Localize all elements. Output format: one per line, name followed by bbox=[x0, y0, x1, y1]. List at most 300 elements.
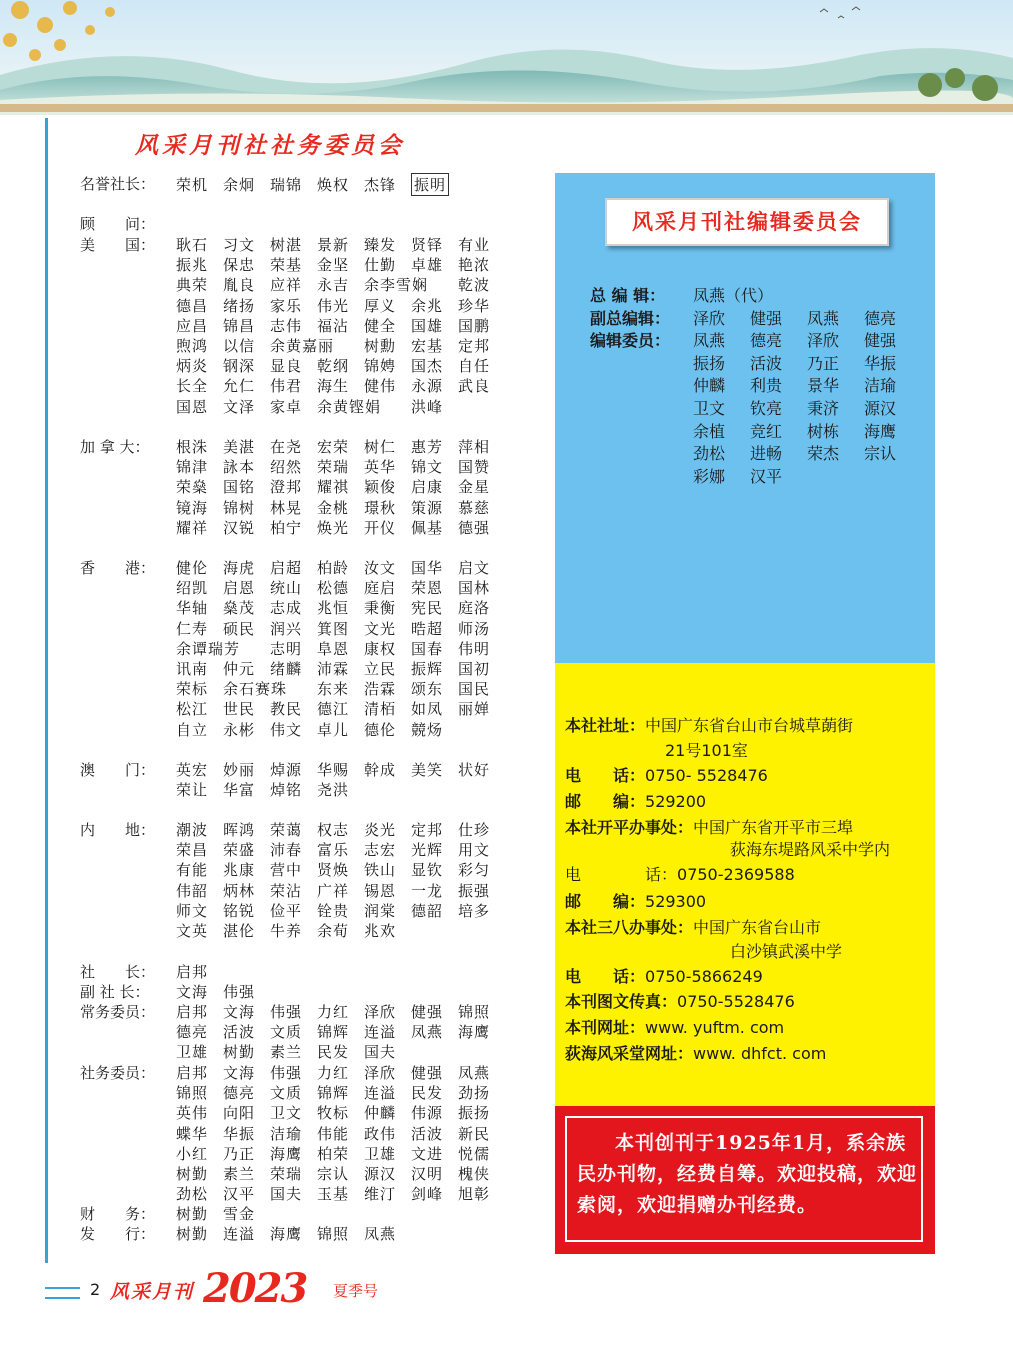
zip-label: 邮 编： bbox=[565, 792, 646, 811]
member-name: 树湛 bbox=[270, 236, 303, 254]
member-name: 焯铭 bbox=[270, 781, 303, 800]
member-name: 家乐 bbox=[270, 296, 303, 315]
member-name: 旭彰 bbox=[458, 1185, 491, 1204]
committee-name-row bbox=[176, 719, 458, 739]
kaiping-zip-label: 邮 编： bbox=[565, 892, 646, 911]
editor-name: 洁瑜 bbox=[864, 376, 897, 396]
member-name: 国夫 bbox=[364, 1043, 397, 1062]
member-name: 定邦 bbox=[411, 821, 444, 839]
footer-double-line bbox=[45, 1287, 80, 1299]
member-name: 金桃 bbox=[317, 498, 350, 517]
member-name: 应祥 bbox=[270, 276, 303, 295]
kaiping-phone-label: 电 话： bbox=[565, 865, 678, 884]
member-name: 庭启 bbox=[364, 579, 397, 598]
committee-name-row bbox=[176, 638, 505, 658]
member-name: 启邦 bbox=[176, 963, 209, 981]
member-name: 競炀 bbox=[411, 720, 444, 739]
issue-season: 夏季号 bbox=[333, 1282, 379, 1300]
committee-name-row bbox=[176, 981, 270, 1001]
member-name: 国鹏 bbox=[458, 316, 491, 335]
member-name: 洁瑜 bbox=[270, 1124, 303, 1143]
member-name: 余炯 bbox=[223, 176, 256, 194]
member-name: 应昌 bbox=[176, 316, 209, 335]
magazine-name: 风采月刊 bbox=[110, 1281, 195, 1303]
member-name: 华轴 bbox=[176, 599, 209, 618]
member-name: 一龙 bbox=[411, 881, 444, 900]
page-number: 2 bbox=[90, 1280, 101, 1299]
member-name: 教民 bbox=[270, 700, 303, 719]
member-name: 小红 bbox=[176, 1144, 209, 1163]
member-name: 妙丽 bbox=[223, 761, 256, 779]
committee-name-row bbox=[176, 1041, 411, 1061]
member-name: 厚义 bbox=[364, 296, 397, 315]
member-name: 东来 bbox=[317, 680, 350, 699]
member-name: 志宏 bbox=[364, 841, 397, 860]
sanba-office-line bbox=[565, 915, 821, 938]
editorial-committee-title: 风采月刊社编辑委员会 bbox=[605, 198, 889, 246]
member-name: 乾纲 bbox=[317, 357, 350, 376]
member-name: 晖鸿 bbox=[223, 821, 256, 839]
member-name: 国夫 bbox=[270, 1185, 303, 1204]
member-name: 凤燕 bbox=[364, 1225, 397, 1243]
member-name: 华赐 bbox=[317, 761, 350, 779]
editorial-names bbox=[693, 396, 921, 419]
member-name: 荣标 bbox=[176, 680, 209, 699]
member-name: 启恩 bbox=[223, 579, 256, 598]
member-name: 荣瑞 bbox=[270, 1165, 303, 1183]
member-name: 锦辉 bbox=[317, 1023, 350, 1042]
website-label: 本刊网址： bbox=[565, 1018, 646, 1037]
member-name: 汉锐 bbox=[223, 518, 256, 537]
member-name: 铭锐 bbox=[223, 901, 256, 920]
member-name: 海鹰 bbox=[270, 1144, 303, 1163]
member-name: 庭洛 bbox=[458, 599, 491, 618]
member-name: 英宏 bbox=[176, 761, 209, 779]
member-name: 启文 bbox=[458, 559, 491, 577]
committee-name-row bbox=[176, 517, 505, 537]
member-name: 荣沾 bbox=[270, 881, 303, 900]
member-name: 永吉 bbox=[317, 276, 350, 295]
committee-group-label: 澳 门： bbox=[80, 761, 156, 779]
member-name: 定邦 bbox=[458, 337, 491, 355]
member-name: 国民 bbox=[458, 680, 491, 699]
member-name: 凤燕 bbox=[411, 1023, 444, 1042]
member-name: 剑峰 bbox=[411, 1185, 444, 1204]
member-name: 树勳 bbox=[364, 337, 397, 355]
member-name: 余兆 bbox=[411, 296, 444, 315]
member-name: 启邦 bbox=[176, 1003, 209, 1021]
member-name: 颖俊 bbox=[364, 478, 397, 497]
member-name: 华振 bbox=[223, 1124, 256, 1143]
member-name: 政伟 bbox=[364, 1124, 397, 1143]
member-name: 幹成 bbox=[364, 761, 397, 779]
member-name: 伟明 bbox=[458, 639, 491, 658]
kaiping-office-value: 中国广东省开平市三埠 bbox=[693, 818, 854, 837]
editor-name: 乃正 bbox=[807, 353, 840, 373]
member-name: 颂东 bbox=[411, 680, 444, 699]
member-name: 卫文 bbox=[270, 1104, 303, 1123]
member-name: 宗认 bbox=[317, 1165, 350, 1183]
member-name: 活波 bbox=[223, 1023, 256, 1042]
committee-name-row bbox=[176, 497, 505, 517]
member-name: 策源 bbox=[411, 498, 444, 517]
member-name: 连溢 bbox=[223, 1225, 256, 1243]
member-name: 树仁 bbox=[364, 438, 397, 456]
member-name: 余荀 bbox=[317, 922, 350, 940]
member-name: 阜恩 bbox=[317, 639, 350, 658]
sanba-office-label: 本社三八办事处： bbox=[565, 918, 694, 937]
editorial-role-label: 编辑委员： bbox=[590, 331, 671, 351]
member-name: 耿石 bbox=[176, 236, 209, 254]
editorial-names bbox=[693, 419, 921, 442]
member-name: 泽欣 bbox=[364, 1003, 397, 1021]
member-name: 维汀 bbox=[364, 1185, 397, 1204]
member-name: 海生 bbox=[317, 377, 350, 396]
member-name: 振辉 bbox=[411, 660, 444, 678]
editor-name: 汉平 bbox=[750, 466, 783, 486]
member-name: 德伦 bbox=[364, 720, 397, 739]
member-name: 荣燊 bbox=[176, 478, 209, 497]
committee-name-row bbox=[176, 1183, 505, 1203]
committee-name-row bbox=[176, 1082, 505, 1102]
member-name: 柏龄 bbox=[317, 559, 350, 577]
member-name: 启超 bbox=[270, 559, 303, 577]
member-name: 伟君 bbox=[270, 377, 303, 396]
member-name: 雪金 bbox=[223, 1205, 256, 1223]
member-name: 培多 bbox=[458, 901, 491, 920]
committee-name-row bbox=[176, 880, 505, 900]
member-name: 民发 bbox=[317, 1043, 350, 1062]
member-name: 汉平 bbox=[223, 1185, 256, 1204]
member-name: 新民 bbox=[458, 1124, 491, 1143]
editor-name: 凤燕 bbox=[693, 331, 726, 351]
member-name: 师文 bbox=[176, 901, 209, 920]
member-name: 广祥 bbox=[317, 881, 350, 900]
member-name: 海鹰 bbox=[458, 1023, 491, 1042]
member-name: 耀祺 bbox=[317, 478, 350, 497]
committee-group-label: 副 社 长： bbox=[80, 983, 150, 1001]
editor-name: 秉济 bbox=[807, 399, 840, 418]
committee-name-row bbox=[176, 355, 505, 375]
committee-name-row bbox=[176, 254, 505, 274]
address-label: 本社社址： bbox=[565, 716, 646, 735]
committee-name-row bbox=[176, 920, 411, 940]
member-name: 柏荣 bbox=[317, 1144, 350, 1163]
member-name: 仕勤 bbox=[364, 256, 397, 275]
committee-name-row bbox=[176, 698, 505, 718]
member-name: 启康 bbox=[411, 478, 444, 497]
member-name: 健强 bbox=[411, 1003, 444, 1021]
editorial-names bbox=[693, 441, 921, 464]
sanba-office-value: 中国广东省台山市 bbox=[693, 918, 822, 937]
member-name: 启邦 bbox=[176, 1064, 209, 1082]
member-name: 秉衡 bbox=[364, 599, 397, 618]
zip-value: 529200 bbox=[645, 792, 707, 811]
member-name: 沛霖 bbox=[317, 660, 350, 678]
member-name: 蝶华 bbox=[176, 1124, 209, 1143]
member-name: 浩霖 bbox=[364, 680, 397, 699]
member-name: 健伦 bbox=[176, 559, 209, 577]
member-name: 海虎 bbox=[223, 559, 256, 577]
member-name: 炎光 bbox=[364, 821, 397, 839]
member-name: 源汉 bbox=[364, 1165, 397, 1183]
editor-name: 利贵 bbox=[750, 376, 783, 396]
member-name: 光辉 bbox=[411, 841, 444, 860]
member-name: 国恩 bbox=[176, 397, 209, 416]
member-name: 力红 bbox=[317, 1003, 350, 1021]
landscape-banner-image bbox=[0, 0, 1013, 115]
member-name: 凤燕 bbox=[458, 1064, 491, 1082]
member-name: 荣机 bbox=[176, 176, 209, 194]
member-name: 锦照 bbox=[176, 1084, 209, 1103]
member-name: 绪麟 bbox=[270, 660, 303, 678]
member-name: 有业 bbox=[458, 236, 491, 254]
committee-name-row bbox=[176, 839, 505, 859]
member-name: 文进 bbox=[411, 1144, 444, 1163]
committee-name-row bbox=[176, 658, 505, 678]
editor-name: 劲松 bbox=[693, 444, 726, 464]
address-line bbox=[565, 713, 853, 736]
editor-name: 景华 bbox=[807, 376, 840, 396]
member-name: 澄邦 bbox=[270, 478, 303, 497]
editorial-names bbox=[693, 351, 921, 374]
member-name: 胤良 bbox=[223, 276, 256, 295]
committee-name-row bbox=[176, 234, 505, 254]
member-name: 英华 bbox=[364, 458, 397, 477]
member-name: 德江 bbox=[317, 700, 350, 719]
member-name: 素兰 bbox=[270, 1043, 303, 1062]
member-name: 伟强 bbox=[270, 1064, 303, 1082]
editorial-names bbox=[693, 464, 807, 487]
address-line-2: 21号101室 bbox=[665, 741, 748, 760]
editorial-names bbox=[693, 328, 921, 351]
committee-group-label: 社 长： bbox=[80, 963, 156, 981]
editor-name: 源汉 bbox=[864, 399, 897, 418]
member-name: 余谭瑞芳 bbox=[176, 639, 241, 658]
member-name: 国赞 bbox=[458, 458, 491, 477]
committee-name-row bbox=[176, 759, 505, 779]
editor-name: 德亮 bbox=[750, 331, 783, 351]
member-name: 志明 bbox=[270, 639, 303, 658]
editor-name: 振扬 bbox=[693, 353, 726, 373]
member-name: 泽欣 bbox=[364, 1064, 397, 1082]
left-border-line bbox=[45, 118, 48, 1263]
member-name: 营中 bbox=[270, 861, 303, 880]
committee-name-row bbox=[176, 618, 505, 638]
member-name: 讯南 bbox=[176, 660, 209, 678]
member-name: 尧洪 bbox=[317, 781, 350, 800]
member-name: 贤焕 bbox=[317, 861, 350, 880]
member-name: 詠本 bbox=[223, 458, 256, 477]
member-name: 锦照 bbox=[458, 1003, 491, 1021]
committee-name-row bbox=[176, 1163, 505, 1183]
member-name: 悦儒 bbox=[458, 1144, 491, 1163]
committee-group-label: 内 地： bbox=[80, 821, 156, 839]
committee-name-row bbox=[176, 295, 505, 315]
member-name: 状好 bbox=[458, 761, 491, 779]
member-name: 镜海 bbox=[176, 498, 209, 517]
member-name: 炳林 bbox=[223, 881, 256, 900]
committee-group-label: 顾 问： bbox=[80, 215, 156, 233]
committee-group-label: 美 国： bbox=[80, 236, 156, 254]
member-name: 民发 bbox=[411, 1084, 444, 1103]
member-name: 国华 bbox=[411, 559, 444, 577]
sanba-phone-value: 0750-5866249 bbox=[645, 967, 763, 986]
member-name: 志伟 bbox=[270, 316, 303, 335]
member-name: 箕图 bbox=[317, 619, 350, 638]
member-name: 伟能 bbox=[317, 1124, 350, 1143]
member-name: 珍华 bbox=[458, 296, 491, 315]
editor-name: 德亮 bbox=[864, 308, 897, 328]
member-name: 福沾 bbox=[317, 316, 350, 335]
member-name: 金坚 bbox=[317, 256, 350, 275]
member-name: 荣恩 bbox=[411, 579, 444, 598]
member-name: 绍凯 bbox=[176, 579, 209, 598]
member-name: 振扬 bbox=[458, 1104, 491, 1123]
member-name: 锦昌 bbox=[223, 316, 256, 335]
member-name: 力红 bbox=[317, 1064, 350, 1082]
editorial-role-label: 副总编辑： bbox=[590, 308, 671, 328]
member-name: 以信 bbox=[223, 337, 256, 355]
kaiping-zip-value: 529300 bbox=[645, 892, 707, 911]
committee-group-label: 常务委员： bbox=[80, 1003, 156, 1021]
member-name: 绍然 bbox=[270, 458, 303, 477]
member-name: 耀祥 bbox=[176, 518, 209, 537]
editor-name: 健强 bbox=[864, 331, 897, 351]
editor-name: 仲麟 bbox=[693, 376, 726, 396]
dhfct-website-line bbox=[565, 1041, 826, 1064]
member-name: 伟强 bbox=[223, 983, 256, 1001]
committee-name-row bbox=[176, 335, 505, 355]
member-name: 英伟 bbox=[176, 1104, 209, 1123]
committee-name-row bbox=[176, 476, 505, 496]
member-name: 燊茂 bbox=[223, 599, 256, 618]
committee-name-row bbox=[176, 274, 505, 294]
editor-name: 健强 bbox=[750, 308, 783, 328]
member-name: 璟秋 bbox=[364, 498, 397, 517]
kaiping-phone-value: 0750-2369588 bbox=[677, 865, 795, 884]
editor-name: 凤燕 bbox=[807, 308, 840, 328]
committee-name-row bbox=[176, 900, 505, 920]
phone-value: 0750- 5528476 bbox=[645, 766, 768, 785]
member-name: 文质 bbox=[270, 1084, 303, 1103]
editor-name: 彩娜 bbox=[693, 466, 726, 486]
member-name: 文英 bbox=[176, 922, 209, 940]
member-name: 劲扬 bbox=[458, 1084, 491, 1103]
committee-name-row bbox=[176, 961, 223, 981]
website-value[interactable]: www. yuftm. com bbox=[645, 1018, 785, 1037]
member-name: 锦树 bbox=[223, 498, 256, 517]
editor-name: 泽欣 bbox=[693, 308, 726, 328]
contact-panel bbox=[555, 663, 935, 1106]
member-name: 荣蔼 bbox=[270, 821, 303, 839]
member-name: 德亮 bbox=[223, 1084, 256, 1103]
member-name: 显钦 bbox=[411, 861, 444, 880]
member-name: 贤铎 bbox=[411, 236, 444, 254]
editor-name: 余植 bbox=[693, 421, 726, 441]
member-name: 钢深 bbox=[223, 357, 256, 376]
fax-label: 本刊图文传真： bbox=[565, 992, 678, 1011]
member-name: 慕慈 bbox=[458, 498, 491, 517]
member-name: 仲元 bbox=[223, 660, 256, 678]
committee-name-row bbox=[176, 819, 505, 839]
member-name: 用文 bbox=[458, 841, 491, 860]
member-name: 自立 bbox=[176, 720, 209, 739]
member-name: 伟韶 bbox=[176, 881, 209, 900]
member-name: 煦鸿 bbox=[176, 337, 209, 355]
member-name: 兆恒 bbox=[317, 599, 350, 618]
committee-name-row bbox=[176, 315, 505, 335]
committee-group-label: 社务委员： bbox=[80, 1064, 156, 1082]
member-name: 健伟 bbox=[364, 377, 397, 396]
member-name: 如凤 bbox=[411, 700, 444, 719]
phone-label: 电 话： bbox=[565, 766, 646, 785]
member-name: 树勤 bbox=[223, 1043, 256, 1062]
editor-name: 钦亮 bbox=[750, 399, 783, 418]
member-name: 活波 bbox=[411, 1124, 444, 1143]
member-name: 沛春 bbox=[270, 841, 303, 860]
member-name: 海鹰 bbox=[270, 1225, 303, 1243]
kaiping-zip-line bbox=[565, 889, 706, 912]
committee-name-row bbox=[176, 859, 505, 879]
committee-name-row bbox=[176, 597, 505, 617]
member-name: 美笑 bbox=[411, 761, 444, 779]
editor-name: 海鹰 bbox=[864, 421, 897, 441]
member-name: 国杰 bbox=[411, 357, 444, 376]
member-name: 艳浓 bbox=[458, 256, 491, 275]
member-name: 潮波 bbox=[176, 821, 209, 839]
committee-name-row bbox=[176, 779, 364, 799]
member-name: 仲麟 bbox=[364, 1104, 397, 1123]
member-name: 锦文 bbox=[411, 458, 444, 477]
member-name: 余石赛珠 bbox=[223, 680, 288, 699]
fax-value: 0750-5528476 bbox=[677, 992, 795, 1011]
member-name: 焯源 bbox=[270, 761, 303, 779]
member-name: 树勤 bbox=[176, 1165, 209, 1183]
member-name: 文海 bbox=[223, 1003, 256, 1021]
member-name: 开仪 bbox=[364, 518, 397, 537]
sanba-office-line-2: 白沙镇武溪中学 bbox=[730, 942, 843, 961]
member-name: 晧超 bbox=[411, 619, 444, 638]
member-name: 文海 bbox=[223, 1064, 256, 1082]
member-name: 树勤 bbox=[176, 1225, 209, 1243]
member-name: 彩匀 bbox=[458, 861, 491, 880]
member-name: 萍相 bbox=[458, 438, 491, 456]
member-name: 国春 bbox=[411, 639, 444, 658]
kaiping-phone-line bbox=[565, 862, 795, 885]
member-name: 硕民 bbox=[223, 619, 256, 638]
editor-name: 竞红 bbox=[750, 421, 783, 441]
committee-name-row bbox=[176, 1001, 505, 1021]
editor-name: 荣杰 bbox=[807, 444, 840, 464]
editor-name: 进畅 bbox=[750, 444, 783, 464]
member-name: 保忠 bbox=[223, 256, 256, 275]
notice-text: 本刊创刊于1925年1月，系余族民办刊物，经费自筹。欢迎投稿，欢迎索阅，欢迎捐赠办刊经费。 bbox=[565, 1116, 923, 1242]
member-name: 铨贵 bbox=[317, 901, 350, 920]
member-name: 景新 bbox=[317, 236, 350, 254]
member-name: 美湛 bbox=[223, 438, 256, 456]
member-name: 志成 bbox=[270, 599, 303, 618]
member-name: 佩基 bbox=[411, 518, 444, 537]
society-committee-title: 风采月刊社社务委员会 bbox=[135, 132, 405, 159]
member-name: 荣昌 bbox=[176, 841, 209, 860]
member-name: 国林 bbox=[458, 579, 491, 598]
member-name: 家卓 bbox=[270, 397, 303, 416]
dhfct-website-value[interactable]: www. dhfct. com bbox=[693, 1044, 827, 1063]
member-name: 牧标 bbox=[317, 1104, 350, 1123]
member-name: 汉明 bbox=[411, 1165, 444, 1183]
member-name: 振明 bbox=[411, 173, 449, 196]
